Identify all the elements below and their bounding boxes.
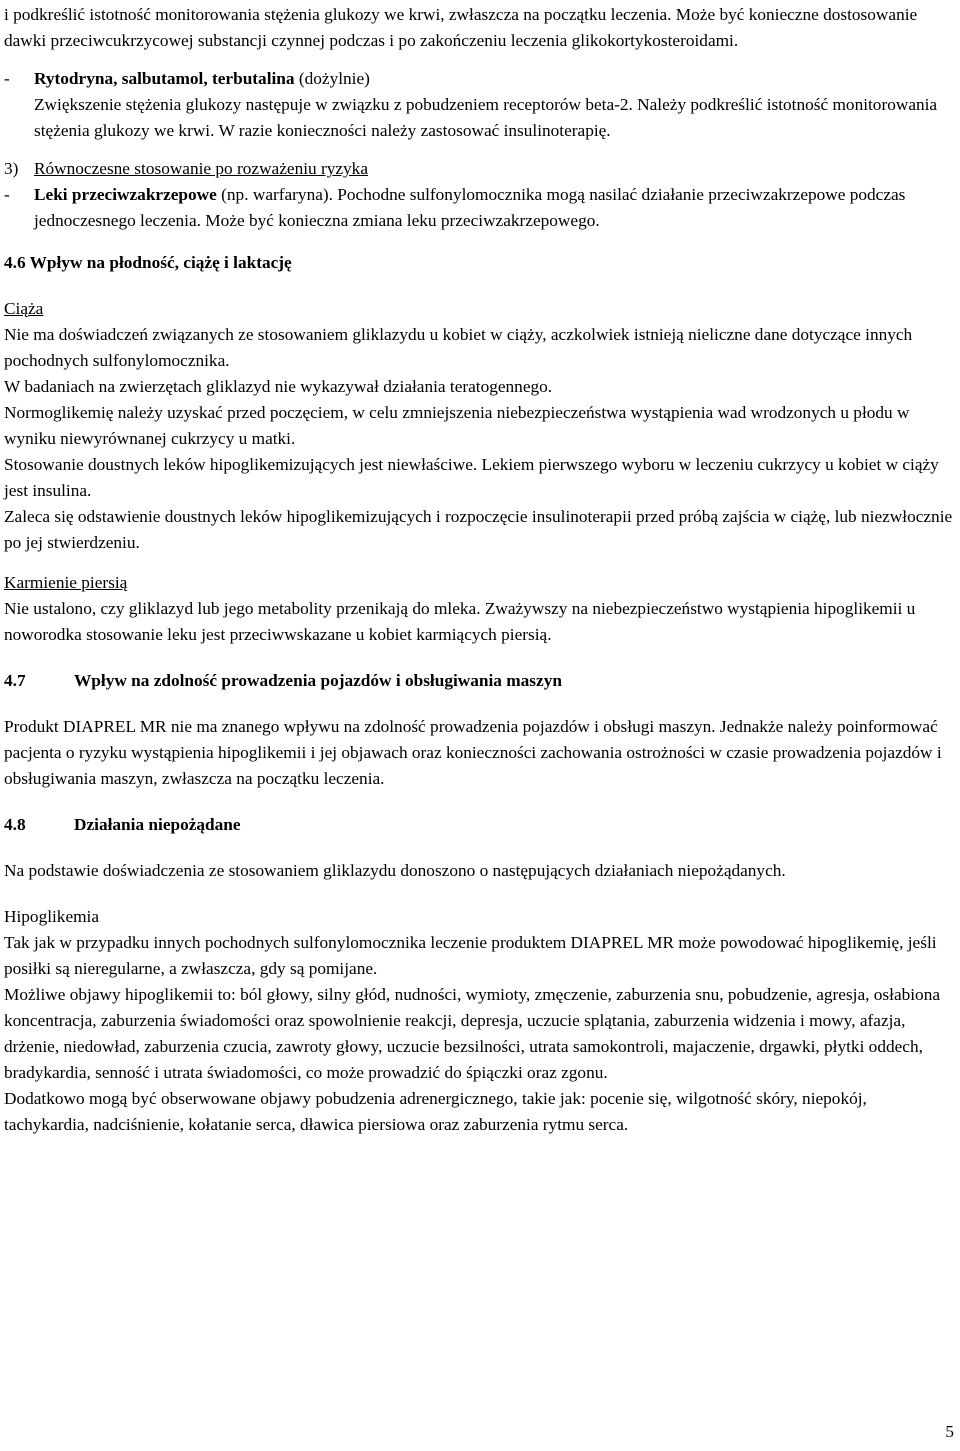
ciaza-paragraph: Stosowanie doustnych leków hipoglikemizujących jest niewłaściwe. Lekiem pierwszego wyboru w leczeniu cukrzycy u kobiet w ciąży jest insulina.: [4, 455, 939, 500]
document-page: [4, 0, 956, 1138]
item-body: (np. warfaryna). Pochodne sulfonylomocznika mogą nasilać działanie przeciwzakrzepowe podczas jednoczesnego leczenia. Może być konieczna zmiana leku przeciwzakrzepowego.: [34, 185, 906, 230]
ciaza-paragraph: Nie ma doświadczeń związanych ze stosowaniem gliklazydu u kobiet w ciąży, aczkolwiek istnieją nieliczne dane dotyczące innych pochodnych sulfonylomocznika.: [4, 325, 913, 370]
page-number: 5: [945, 1422, 954, 1441]
karmienie-paragraph: Nie ustalono, czy gliklazyd lub jego metabolity przenikają do mleka. Zważywszy na niebezpieczeństwo wystąpienia hipoglikemii u noworodka stosowanie leku jest przeciwwskazane u kobiet karmiących piersią.: [4, 599, 916, 644]
item-body: Zwiększenie stężenia glukozy następuje w związku z pobudzeniem receptorów beta-2. Należy podkreślić istotność monitorowania stężenia glukozy we krwi. W razie konieczności należy zastosować insulinoterapię.: [34, 95, 938, 140]
heading-title: Wpływ na płodność, ciążę i laktację: [29, 253, 292, 272]
heading-title: Wpływ na zdolność prowadzenia pojazdów i obsługiwania maszyn: [74, 671, 562, 690]
section-4-7-paragraph: Produkt DIAPREL MR nie ma znanego wpływu na zdolność prowadzenia pojazdów i obsługi maszyn. Jednakże należy poinformować pacjenta o ryzyku wystąpienia hipoglikemii i jej objawach oraz konieczności zachowania ostrożności w czasie prowadzenia pojazdów i obsługiwania maszyn, zwłaszcza na początku leczenia.: [4, 717, 942, 788]
ciaza-paragraph: Zaleca się odstawienie doustnych leków hipoglikemizujących i rozpoczęcie insulinoterapii przed próbą zajścia w ciążę, lub niezwłocznie po jej stwierdzeniu.: [4, 507, 953, 552]
section-3-title: Równoczesne stosowanie po rozważeniu ryzyka: [34, 159, 368, 178]
item-suffix: (dożylnie): [294, 69, 370, 88]
top-paragraph: i podkreślić istotność monitorowania stężenia glukozy we krwi, zwłaszcza na początku leczenia. Może być konieczne dostosowanie dawki przeciwcukrzycowej substancji czynnej podczas i po zakończeniu leczenia glikokortykosteroidami.: [4, 5, 918, 50]
heading-4-7: [4, 668, 956, 694]
list-dash: -: [4, 185, 10, 204]
subheading-hipoglikemia: Hipoglikemia: [4, 907, 100, 926]
subheading-ciaza: Ciąża: [4, 299, 44, 318]
ciaza-paragraph: W badaniach na zwierzętach gliklazyd nie wykazywał działania teratogennego.: [4, 377, 553, 396]
item-title: Leki przeciwzakrzepowe: [34, 185, 217, 204]
heading-title: Działania niepożądane: [74, 815, 241, 834]
list-item-leki: [4, 182, 956, 234]
item-title: Rytodryna, salbutamol, terbutalina: [34, 69, 295, 88]
hipo-paragraph: Tak jak w przypadku innych pochodnych sulfonylomocznika leczenie produktem DIAPREL MR może powodować hipoglikemię, jeśli posiłki są nieregularne, a zwłaszcza, gdy są pomijane.: [4, 933, 937, 978]
heading-number: 4.6: [4, 253, 26, 272]
list-dash: -: [4, 69, 10, 88]
heading-4-6: [4, 250, 956, 276]
section-4-8-intro: Na podstawie doświadczenia ze stosowaniem gliklazydu donoszono o następujących działaniach niepożądanych.: [4, 861, 786, 880]
list-item-rytodryna: [4, 66, 956, 144]
hipo-paragraph: Dodatkowo mogą być obserwowane objawy pobudzenia adrenergicznego, takie jak: pocenie się, wilgotność skóry, niepokój, tachykardia, nadciśnienie, kołatanie serca, dławica piersiowa oraz zaburzenia rytmu serca.: [4, 1089, 867, 1134]
heading-4-8: [4, 812, 956, 838]
heading-number: 4.8: [4, 815, 26, 834]
hipo-paragraph: Możliwe objawy hipoglikemii to: ból głowy, silny głód, nudności, wymioty, zmęczenie, zaburzenia snu, pobudzenie, agresja, osłabiona koncentracja, zaburzenia świadomości oraz spowolnienie reakcji, depresja, uczucie splątania, zaburzenia widzenia i mowy, afazja, drżenie, niedowład, zaburzenia czucia, zawroty głowy, uczucie bezsilności, utrata samokontroli, majaczenie, drgawki, płytki oddech, bradykardia, senność i utrata świadomości, co może prowadzić do śpiączki oraz zgonu.: [4, 985, 941, 1082]
section-number: 3): [4, 159, 19, 178]
heading-number: 4.7: [4, 671, 26, 690]
ciaza-paragraph: Normoglikemię należy uzyskać przed poczęciem, w celu zmniejszenia niebezpieczeństwa wystąpienia wad wrodzonych u płodu w wyniku niewyrównanej cukrzycy u matki.: [4, 403, 910, 448]
section-3-heading: [4, 156, 956, 182]
subheading-karmienie: Karmienie piersią: [4, 573, 128, 592]
